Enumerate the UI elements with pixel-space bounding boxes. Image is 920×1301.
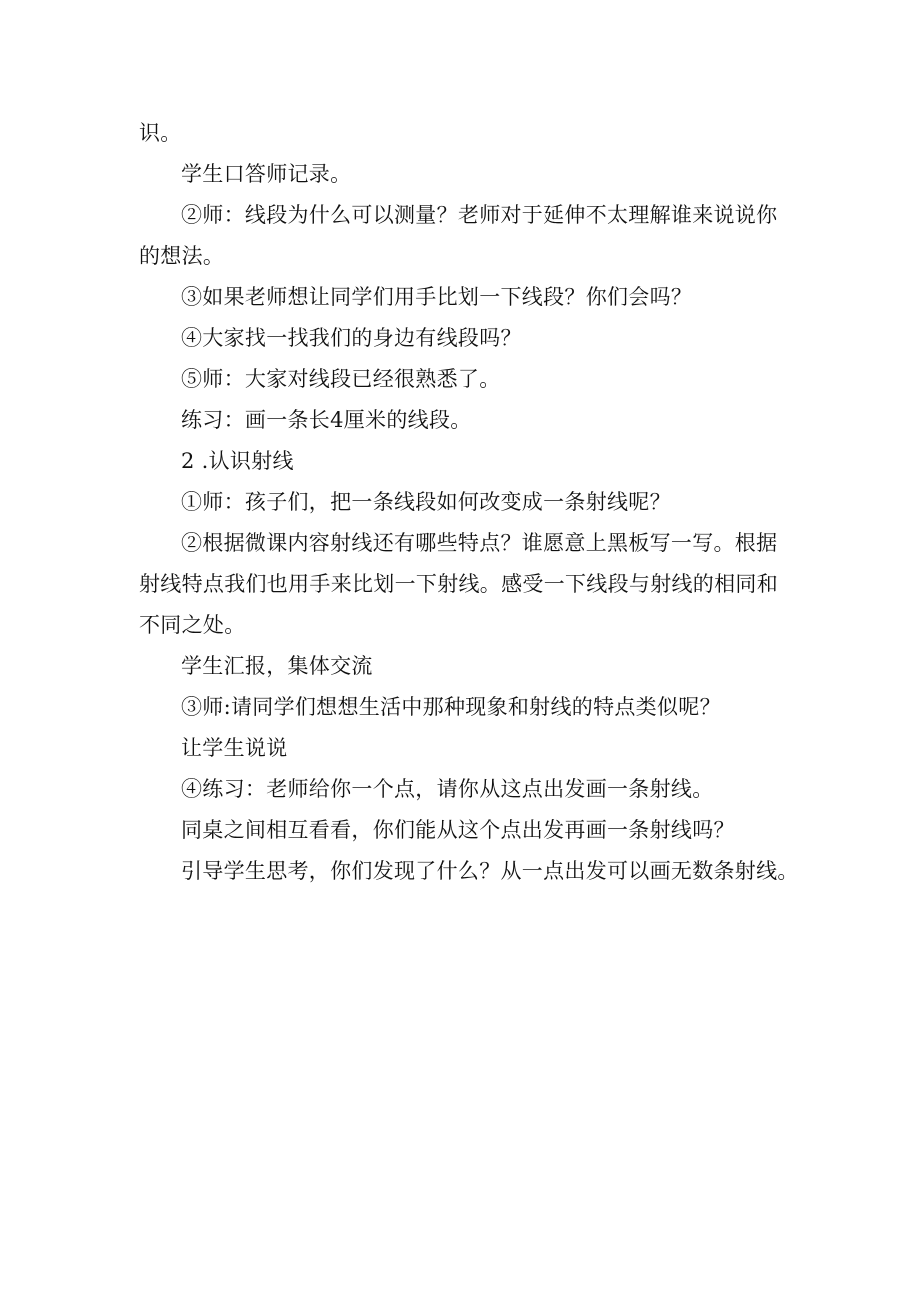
text-line: ①师：孩子们，把一条线段如何改变成一条射线呢？ [181, 490, 671, 514]
text-line: ④练习：老师给你一个点，请你从这点出发画一条射线。 [181, 777, 714, 801]
text-line: 练习：画一条长4厘米的线段。 [181, 408, 472, 432]
text-line: ④大家找一找我们的身边有线段吗？ [181, 326, 522, 350]
text-line: 学生汇报，集体交流 [181, 654, 373, 678]
text-line: 不同之处。 [139, 613, 246, 637]
document-body [139, 113, 799, 892]
text-line: 同桌之间相互看看，你们能从这个点出发再画一条射线吗？ [181, 818, 735, 842]
text-line: 让学生说说 [181, 736, 288, 760]
text-line: 的想法。 [139, 244, 225, 268]
text-line: ②根据微课内容射线还有哪些特点？谁愿意上黑板写一写。根据 [181, 531, 778, 555]
section-heading: 2 .认识射线 [181, 449, 294, 473]
text-line: ③师:请同学们想想生活中那种现象和射线的特点类似呢？ [181, 695, 721, 719]
text-line: ②师：线段为什么可以测量？老师对于延伸不太理解谁来说说你 [181, 203, 778, 227]
text-line: 学生口答师记录。 [181, 162, 352, 186]
text-line: 射线特点我们也用手来比划一下射线。感受一下线段与射线的相同和 [139, 572, 778, 596]
text-line: 识。 [139, 121, 182, 145]
text-line: ③如果老师想让同学们用手比划一下线段？你们会吗？ [181, 285, 693, 309]
text-line: ⑤师：大家对线段已经很熟悉了。 [181, 367, 501, 391]
text-line: 引导学生思考，你们发现了什么？从一点出发可以画无数条射线。 [181, 859, 799, 883]
